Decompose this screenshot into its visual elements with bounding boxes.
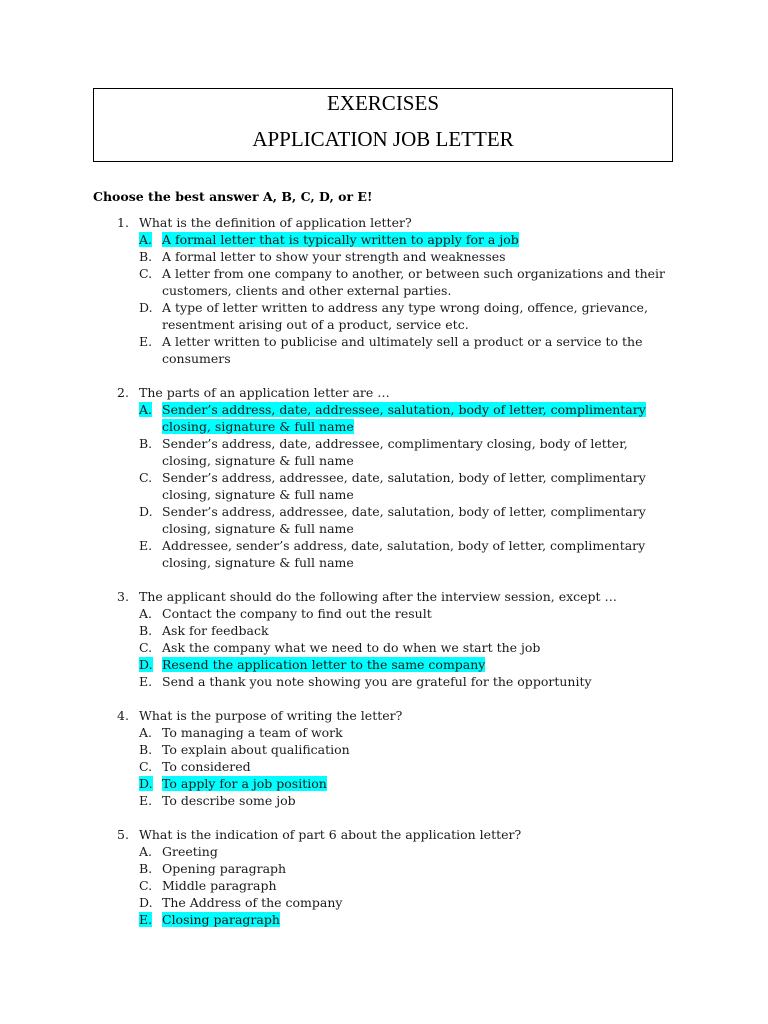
option-text: Sender’s address, date, addressee, complimentary closing, body of letter, closing, signature & full name (162, 436, 628, 468)
question-4 (93, 707, 673, 809)
answer-option (93, 758, 673, 775)
option-letter: E. (139, 793, 153, 808)
option-letter: B. (139, 742, 153, 757)
answer-option (93, 333, 673, 367)
title-box (93, 88, 673, 162)
option-letter: D. (139, 300, 153, 315)
answer-option (93, 724, 673, 741)
option-letter: B. (139, 436, 153, 451)
answer-option (93, 792, 673, 809)
option-text: Opening paragraph (162, 861, 287, 876)
answer-option-highlighted (93, 911, 673, 928)
answer-option (93, 469, 673, 503)
option-letter: A. (139, 232, 153, 247)
option-text: Ask for feedback (162, 623, 269, 638)
option-letter: C. (139, 759, 153, 774)
option-text: Resend the application letter to the same company (162, 657, 486, 672)
option-letter: C. (139, 470, 153, 485)
option-letter: C. (139, 640, 153, 655)
option-letter: D. (139, 504, 153, 519)
option-letter: D. (139, 895, 153, 910)
question-number: 1. (117, 215, 129, 230)
answer-option (93, 435, 673, 469)
option-text: To apply for a job position (162, 776, 327, 791)
option-text: A type of letter written to address any type wrong doing, offence, grievance, resentment arising out of a product, service etc. (162, 300, 648, 332)
answer-option (93, 605, 673, 622)
option-letter: D. (139, 776, 153, 791)
option-letter: B. (139, 623, 153, 638)
option-letter: E. (139, 912, 153, 927)
question-3 (93, 588, 673, 690)
option-text: To describe some job (162, 793, 296, 808)
option-text: Greeting (162, 844, 218, 859)
question-2 (93, 384, 673, 571)
option-text: To explain about qualification (162, 742, 350, 757)
option-letter: E. (139, 538, 153, 553)
instruction-text: Choose the best answer A, B, C, D, or E! (93, 189, 373, 204)
answer-option (93, 265, 673, 299)
question-number: 3. (117, 589, 129, 604)
option-text: A formal letter to show your strength and weaknesses (162, 249, 506, 264)
answer-option (93, 860, 673, 877)
question-5 (93, 826, 673, 928)
answer-option-highlighted (93, 401, 673, 435)
answer-option (93, 299, 673, 333)
option-text: Sender’s address, date, addressee, salutation, body of letter, complimentary closing, signature & full name (162, 402, 646, 434)
question-text: What is the purpose of writing the letter? (139, 708, 403, 723)
title-application-job-letter: APPLICATION JOB LETTER (252, 127, 514, 151)
option-text: A formal letter that is typically written to apply for a job (162, 232, 519, 247)
answer-option (93, 639, 673, 656)
answer-option (93, 537, 673, 571)
question-number: 5. (117, 827, 129, 842)
question-list (93, 214, 673, 945)
question-text: The applicant should do the following after the interview session, except … (139, 589, 618, 604)
question-1 (93, 214, 673, 367)
option-text: Ask the company what we need to do when we start the job (162, 640, 541, 655)
option-letter: C. (139, 266, 153, 281)
answer-option-highlighted (93, 656, 673, 673)
answer-option (93, 622, 673, 639)
option-text: Sender’s address, addressee, date, salutation, body of letter, complimentary closing, signature & full name (162, 470, 646, 502)
answer-option (93, 843, 673, 860)
option-letter: D. (139, 657, 153, 672)
option-letter: C. (139, 878, 153, 893)
option-text: Send a thank you note showing you are grateful for the opportunity (162, 674, 592, 689)
answer-option (93, 894, 673, 911)
option-text: Closing paragraph (162, 912, 280, 927)
option-text: The Address of the company (162, 895, 343, 910)
answer-option (93, 741, 673, 758)
option-letter: E. (139, 674, 153, 689)
option-letter: A. (139, 606, 153, 621)
option-text: A letter from one company to another, or between such organizations and their customers, clients and other external parties. (162, 266, 666, 298)
title-exercises: EXERCISES (326, 91, 439, 115)
option-letter: A. (139, 402, 153, 417)
option-text: A letter written to publicise and ultimately sell a product or a service to the consumers (162, 334, 643, 366)
option-text: Addressee, sender’s address, date, salutation, body of letter, complimentary closing, signature & full name (162, 538, 646, 570)
option-letter: B. (139, 249, 153, 264)
option-text: Sender’s address, addressee, date, salutation, body of letter, complimentary closing, signature & full name (162, 504, 646, 536)
answer-option-highlighted (93, 775, 673, 792)
answer-option (93, 248, 673, 265)
option-letter: A. (139, 844, 153, 859)
option-text: Middle paragraph (162, 878, 277, 893)
question-text: What is the definition of application letter? (139, 215, 412, 230)
answer-option (93, 673, 673, 690)
option-letter: B. (139, 861, 153, 876)
option-letter: A. (139, 725, 153, 740)
answer-option (93, 503, 673, 537)
question-number: 4. (117, 708, 129, 723)
option-text: To considered (162, 759, 251, 774)
answer-option (93, 877, 673, 894)
option-text: To managing a team of work (162, 725, 343, 740)
answer-option-highlighted (93, 231, 673, 248)
question-number: 2. (117, 385, 129, 400)
option-letter: E. (139, 334, 153, 349)
option-text: Contact the company to find out the result (162, 606, 432, 621)
question-text: The parts of an application letter are … (139, 385, 390, 400)
question-text: What is the indication of part 6 about the application letter? (139, 827, 522, 842)
